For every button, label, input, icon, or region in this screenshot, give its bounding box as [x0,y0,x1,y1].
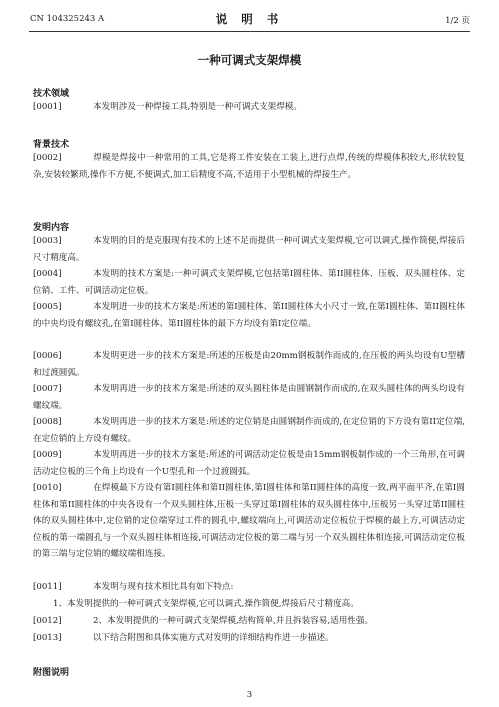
paragraph-0008 [33,414,465,447]
paragraph-text: 本发明再进一步的技术方案是:所述的定位销是由圆钢制作而成的,在定位销的下方设有第II定位端,在定位销的上方设有螺纹。 [33,417,465,444]
paragraph-text: 本发明再进一步的技术方案是:所述的可调活动定位板是由15mm钢板制作成的一个三角形,在可调活动定位板的三个角上均设有一个U型孔和一个过渡圆弧。 [33,450,465,477]
page-header [0,0,499,34]
invention-title: 一种可调式支架焊模 [197,53,302,67]
paragraph-number: [0012] [33,616,62,626]
paragraph-0007 [33,381,465,414]
paragraph-text: 焊模是焊接中一种常用的工具,它是将工件安装在工装上,进行点焊,传统的焊模体积较大,形状较复杂,安装较繁琐,操作不方便,不便调式,加工后精度不高,不适用于小型机械的焊接生产。 [33,153,465,180]
paragraph-text: 本发明涉及一种焊接工具,特别是一种可调式支架焊模。 [93,102,302,112]
paragraph-0005 [33,299,465,332]
paragraph-0009 [33,447,465,480]
paragraph-number: [0010] [33,483,62,493]
paragraph-0002 [33,150,465,183]
paragraph-text: 在焊模最下方设有第I圆柱体和第II圆柱体,第I圆柱体和第II圆柱体的高度一致,两平面平齐,在第I圆柱体和第II圆柱体的中央各设有一个双头圆柱体,压板一头穿过第I圆柱体的双头圆柱体中,压板另一头穿过第II圆柱体的双头圆柱体中,定位销的定位端穿过工件的圆孔中,螺纹端向上,可调活动定位板位于焊模的最上方,可调活动定位板的第一端圆孔与一个双头圆柱体相连接,可调活动定位板的第二端与另一个双头圆柱体相连接,可调活动定位板的第三端与定位销的螺纹端相连接。 [33,483,465,559]
section-summary: 发明内容 [33,223,70,233]
paragraph-0011 [33,579,465,596]
paragraph-text: 本发明再进一步的技术方案是:所述的双头圆柱体是由圆钢制作而成的,在双头圆柱体的两头均设有螺纹端。 [33,384,465,411]
paragraph-number: [0007] [33,384,62,394]
section-tech-field: 技术领域 [33,89,70,99]
paragraph-0006 [33,348,465,381]
section-background: 背景技术 [33,140,70,150]
page-indicator: 1/2 页 [445,16,470,26]
paragraph-0001 [33,99,465,116]
paragraph-0003 [33,233,465,266]
paragraph-text: 1、本发明提供的一种可调式支架焊模,它可以调式,操作简便,焊接后尺寸精度高。 [53,599,359,609]
paragraph-number: [0002] [33,153,62,163]
paragraph-0010 [33,480,465,563]
publication-number: CN 104325243 A [30,14,105,24]
paragraph-number: [0005] [33,302,62,312]
paragraph-text: 本发明的目的是克服现有技术的上述不足而提供一种可调式支架焊模,它可以调式,操作简便,焊接后尺寸精度高。 [33,236,465,263]
paragraph-0011-item-1 [33,596,465,613]
section-drawings: 附图说明 [33,668,70,678]
paragraph-number: [0006] [33,351,62,361]
paragraph-text: 本发明进一步的技术方案是:所述的第I圆柱体、第II圆柱体大小尺寸一致,在第I圆柱体、第II圆柱体的中央均设有螺纹孔,在第I圆柱体、第II圆柱体的最下方均设有第I定位端。 [33,302,465,329]
paragraph-0004 [33,266,465,299]
paragraph-number: [0004] [33,269,62,279]
header-rule [29,31,470,32]
page-number: 3 [246,690,253,700]
paragraph-number: [0008] [33,417,62,427]
paragraph-text: 本发明与现有技术相比具有如下特点: [93,582,234,592]
paragraph-text: 以下结合附图和具体实施方式对发明的详细结构作进一步描述。 [93,633,334,643]
paragraph-number: [0011] [33,582,62,592]
paragraph-number: [0013] [33,633,62,643]
paragraph-text: 2、本发明提供的一种可调式支架焊模,结构简单,并且拆装容易,适用性强。 [93,616,374,626]
document-type: 说 明 书 [215,12,284,26]
paragraph-number: [0009] [33,450,62,460]
paragraph-text: 本发明的技术方案是:一种可调式支架焊模,它包括第I圆柱体、第II圆柱体、压板、双头圆柱体、定位销、工件、可调活动定位板。 [33,269,465,296]
paragraph-0013 [33,630,465,647]
paragraph-number: [0003] [33,236,62,246]
paragraph-text: 本发明更进一步的技术方案是:所述的压板是由20mm钢板制作而成的,在压板的两头均设有U型槽和过渡圆弧。 [33,351,465,378]
paragraph-0012 [33,613,465,630]
paragraph-number: [0001] [33,102,62,112]
